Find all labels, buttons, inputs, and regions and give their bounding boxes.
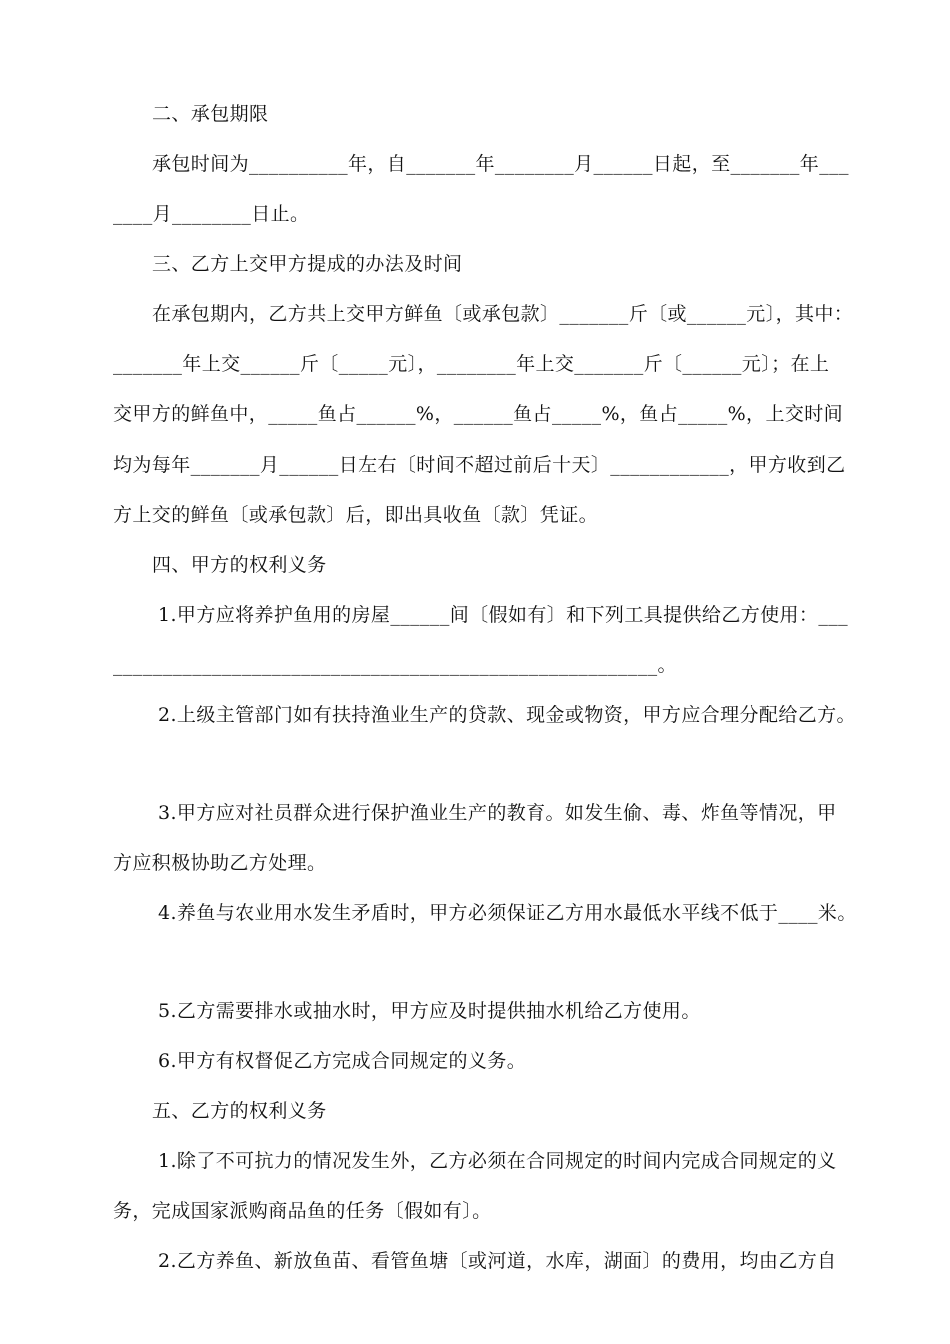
section-heading-party-a: 四、甲方的权利义务	[152, 554, 327, 576]
paragraph-line: 方上交的鲜鱼〔或承包款〕后，即出具收鱼〔款〕凭证。	[113, 504, 599, 526]
list-item: 1.除了不可抗力的情况发生外，乙方必须在合同规定的时间内完成合同规定的义	[158, 1150, 837, 1172]
list-item: 6.甲方有权督促乙方完成合同规定的义务。	[158, 1050, 527, 1072]
paragraph-line: 均为每年_______月______日左右〔时间不超过前后十天〕____________，甲方收到乙	[113, 454, 846, 476]
paragraph-line: ____月________日止。	[113, 203, 310, 225]
list-item: 1.甲方应将养护鱼用的房屋______间〔假如有〕和下列工具提供给乙方使用：___	[158, 604, 849, 626]
section-heading-term: 二、承包期限	[152, 103, 269, 125]
list-item: 2.乙方养鱼、新放鱼苗、看管鱼塘〔或河道，水库，湖面〕的费用，均由乙方自	[158, 1250, 837, 1272]
list-item: 2.上级主管部门如有扶持渔业生产的贷款、现金或物资，甲方应合理分配给乙方。	[158, 704, 856, 726]
paragraph-line: 方应积极协助乙方处理。	[113, 852, 327, 874]
paragraph-line: 在承包期内，乙方共上交甲方鲜鱼〔或承包款〕_______斤〔或______元〕，其中：	[152, 303, 854, 325]
paragraph-line: 交甲方的鲜鱼中，_____鱼占______%，______鱼占_____%，鱼占_____%，上交时间	[113, 403, 844, 425]
section-heading-party-b: 五、乙方的权利义务	[152, 1100, 327, 1122]
paragraph-line: 承包时间为__________年，自_______年________月______日起，至_______年___	[152, 153, 849, 175]
section-heading-payment: 三、乙方上交甲方提成的办法及时间	[152, 253, 463, 275]
list-item: 5.乙方需要排水或抽水时，甲方应及时提供抽水机给乙方使用。	[158, 1000, 701, 1022]
list-item: 3.甲方应对社员群众进行保护渔业生产的教育。如发生偷、毒、炸鱼等情况，甲	[158, 802, 837, 824]
paragraph-line: _______年上交______斤〔_____元〕，________年上交_______斤〔______元〕；在上	[113, 353, 830, 375]
paragraph-line: 务，完成国家派购商品鱼的任务〔假如有〕。	[113, 1200, 492, 1222]
list-item: 4.养鱼与农业用水发生矛盾时，甲方必须保证乙方用水最低水平线不低于____米。	[158, 902, 857, 924]
paragraph-line: _______________________________________________________。	[113, 654, 677, 676]
